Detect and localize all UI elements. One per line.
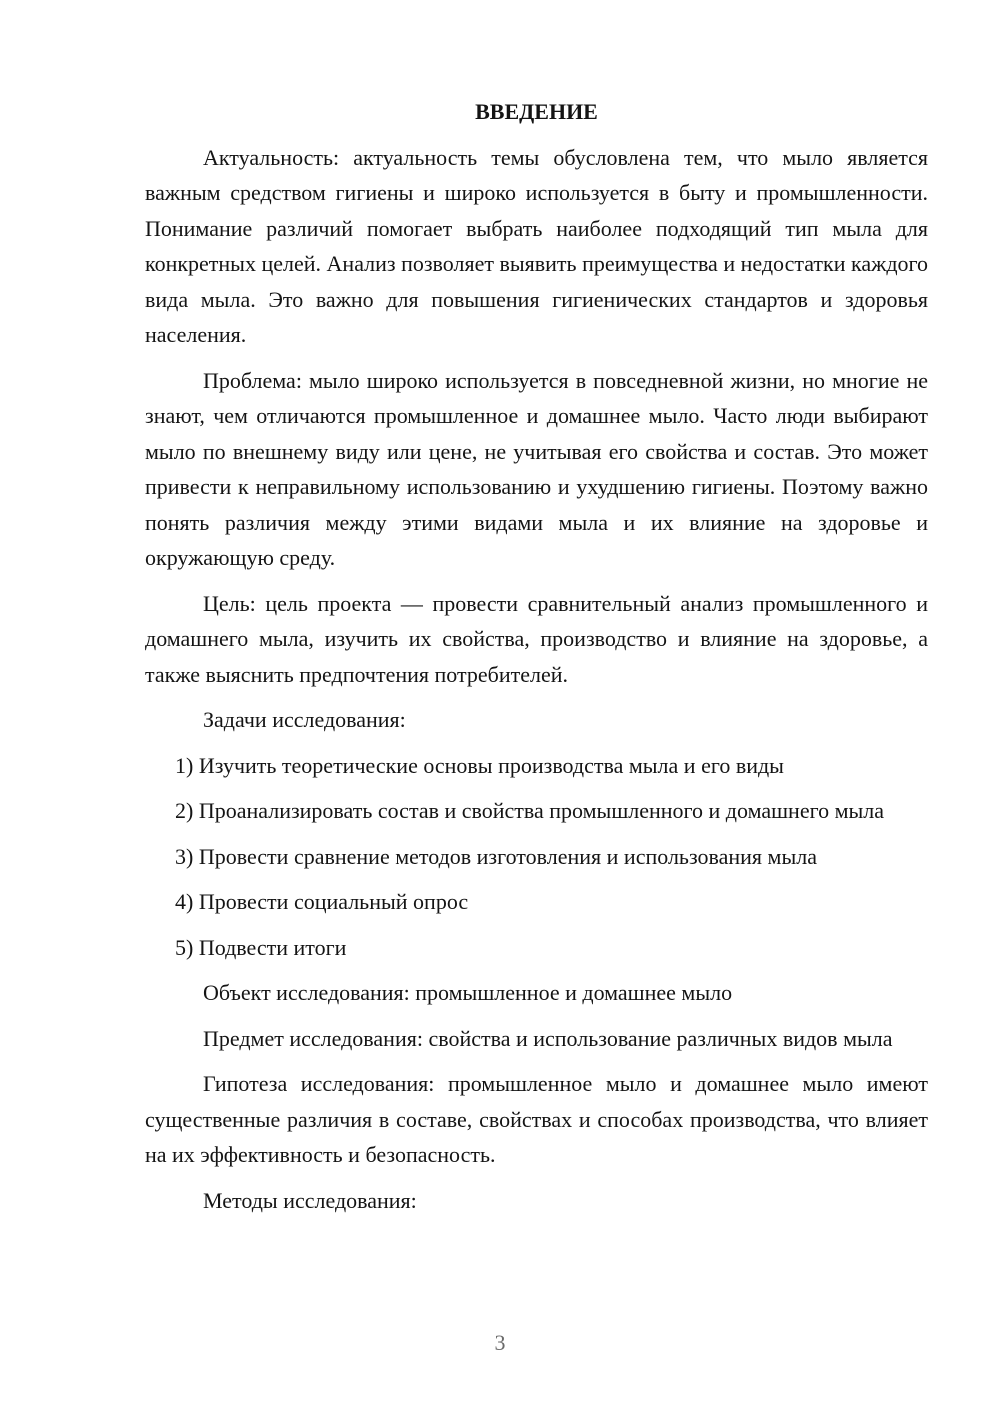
research-subject: Предмет исследования: свойства и использование различных видов мыла	[203, 1025, 893, 1051]
problem-paragraph: Проблема: мыло широко используется в повседневной жизни, но многие не знают, чем отличаются промышленное и домашнее мыло. Часто люди выбирают мыло по внешнему виду или цене, не учитывая его свойства и состав. Это может привести к неправильному использованию и ухудшению гигиены. Поэтому важно понять различия между этими видами мыла и их влияние на здоровье и окружающую среду.	[145, 367, 928, 570]
task-item: 3) Провести сравнение методов изготовления и использования мыла	[175, 843, 817, 869]
page-number: 3	[494, 1330, 506, 1355]
task-item: 1) Изучить теоретические основы производства мыла и его виды	[175, 752, 784, 778]
research-hypothesis: Гипотеза исследования: промышленное мыло и домашнее мыло имеют существенные различия в составе, свойствах и способах производства, что влияет на их эффективность и безопасность.	[145, 1071, 928, 1167]
relevance-paragraph: Актуальность: актуальность темы обусловлена тем, что мыло является важным средством гигиены и широко используется в быту и промышленности. Понимание различий помогает выбрать наиболее подходящий тип мыла для конкретных целей. Анализ позволяет выявить преимущества и недостатки каждого вида мыла. Это важно для повышения гигиенических стандартов и здоровья населения.	[145, 144, 928, 347]
research-methods: Методы исследования:	[203, 1187, 417, 1213]
page-body	[145, 94, 928, 1228]
task-item: 4) Провести социальный опрос	[175, 889, 469, 914]
task-item: 2) Проанализировать состав и свойства промышленного и домашнего мыла	[175, 798, 885, 823]
goal-paragraph: Цель: цель проекта — провести сравнительный анализ промышленного и домашнего мыла, изучить их свойства, производство и влияние на здоровье, а также выяснить предпочтения потребителей.	[145, 590, 928, 687]
tasks-heading: Задачи исследования:	[203, 707, 406, 732]
section-heading: ВВЕДЕНИЕ	[475, 99, 598, 124]
research-object: Объект исследования: промышленное и домашнее мыло	[203, 980, 733, 1005]
task-item: 5) Подвести итоги	[175, 934, 347, 960]
